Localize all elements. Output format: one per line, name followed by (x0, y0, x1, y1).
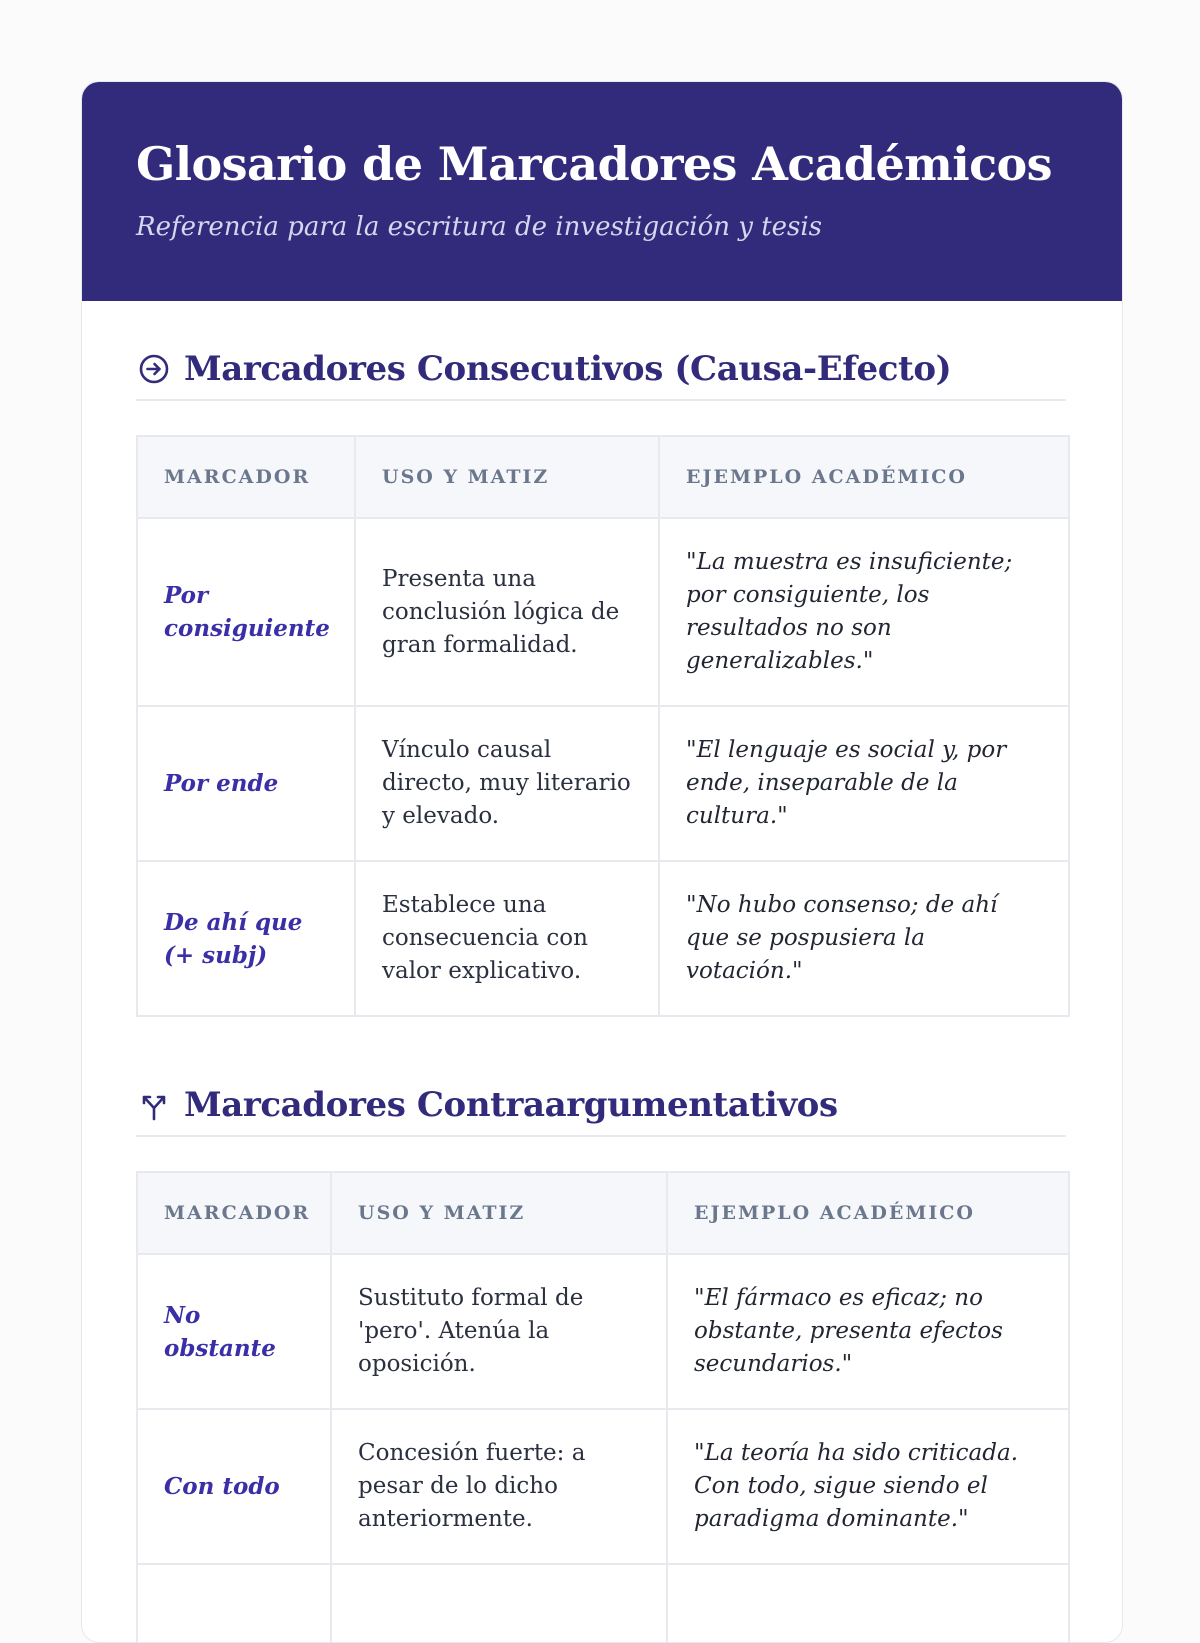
usage-cell: Establece una consecuencia con valor explicativo. (355, 861, 659, 1016)
table-row (137, 861, 1069, 1016)
example-cell (667, 1564, 1069, 1643)
section-title-label: Marcadores Contraargumentativos (184, 1085, 838, 1125)
table-consecutivos (136, 435, 1070, 1017)
marker-cell: Por ende (137, 706, 355, 861)
example-cell: "El fármaco es eficaz; no obstante, presenta efectos secundarios." (667, 1254, 1069, 1409)
example-cell: "No hubo consenso; de ahí que se pospusiera la votación." (659, 861, 1069, 1016)
table-row (137, 706, 1069, 861)
usage-cell: Concesión fuerte: a pesar de lo dicho anteriormente. (331, 1409, 667, 1564)
table-row (137, 1409, 1069, 1564)
column-header-example: EJEMPLO ACADÉMICO (659, 436, 1069, 518)
page-title: Glosario de Marcadores Académicos (136, 137, 1052, 191)
marker-cell: No obstante (137, 1254, 331, 1409)
glossary-card (81, 81, 1123, 1643)
column-header-marker: MARCADOR (137, 1172, 331, 1254)
example-cell: "La muestra es insuficiente; por consiguiente, los resultados no son generalizables." (659, 518, 1069, 706)
column-header-example: EJEMPLO ACADÉMICO (667, 1172, 1069, 1254)
split-arrows-icon (136, 1087, 172, 1123)
column-header-usage: USO Y MATIZ (355, 436, 659, 518)
arrow-circle-right-icon (136, 351, 172, 387)
usage-cell (331, 1564, 667, 1643)
table-row (137, 1564, 1069, 1643)
table-row (137, 1254, 1069, 1409)
column-header-usage: USO Y MATIZ (331, 1172, 667, 1254)
marker-cell: Con todo (137, 1409, 331, 1564)
marker-cell: De ahí que (+ subj) (137, 861, 355, 1016)
marker-cell (137, 1564, 331, 1643)
marker-cell: Por consiguiente (137, 518, 355, 706)
table-contraargumentativos (136, 1171, 1070, 1643)
usage-cell: Sustituto formal de 'pero'. Atenúa la oposición. (331, 1254, 667, 1409)
page-header (82, 82, 1122, 301)
example-cell: "El lenguaje es social y, por ende, inseparable de la cultura." (659, 706, 1069, 861)
table-header-row (137, 436, 1069, 518)
page-subtitle: Referencia para la escritura de investigación y tesis (136, 212, 823, 242)
usage-cell: Vínculo causal directo, muy literario y elevado. (355, 706, 659, 861)
section-title-consecutivos (136, 339, 1066, 401)
example-cell: "La teoría ha sido criticada. Con todo, sigue siendo el paradigma dominante." (667, 1409, 1069, 1564)
table-header-row (137, 1172, 1069, 1254)
usage-cell: Presenta una conclusión lógica de gran formalidad. (355, 518, 659, 706)
table-row (137, 518, 1069, 706)
column-header-marker: MARCADOR (137, 436, 355, 518)
section-title-label: Marcadores Consecutivos (Causa-Efecto) (184, 349, 952, 389)
section-title-contraargumentativos (136, 1075, 1066, 1137)
